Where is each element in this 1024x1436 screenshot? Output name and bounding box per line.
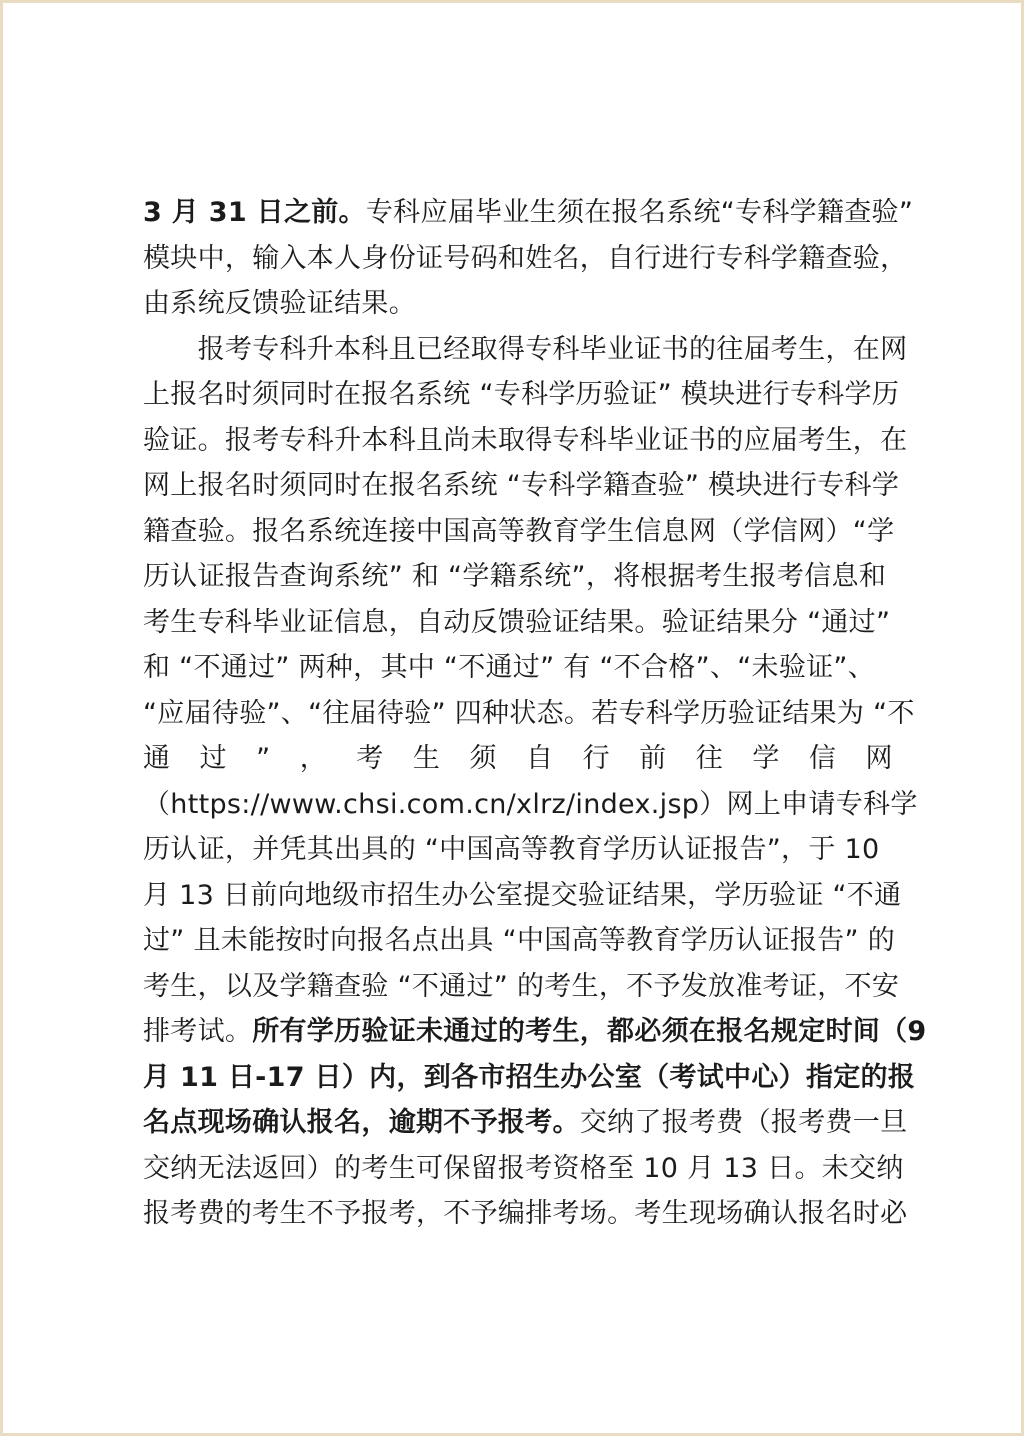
text-line: 考生专科毕业证信息，自动反馈验证结果。验证结果分 “通过” xyxy=(143,606,891,638)
justified-char: 往 xyxy=(695,743,724,774)
text-line: 验证。报考专科升本科且尚未取得专科毕业证书的应届考生，在 xyxy=(143,424,908,456)
url-text-line: （https://www.chsi.com.cn/xlrz/index.jsp）网上申请专科学 xyxy=(143,788,918,820)
bold-notice-line: 月 11 日-17 日）内，到各市招生办公室（考试中心）指定的报 xyxy=(143,1061,916,1093)
justified-char: 学 xyxy=(752,743,780,774)
text-line: 交纳无法返回）的考生可保留报考资格至 10 月 13 日。未交纳 xyxy=(143,1152,904,1184)
text-line xyxy=(143,190,914,236)
justified-char: ” xyxy=(256,743,271,774)
justified-char: 过 xyxy=(199,743,227,774)
text-line: 籍查验。报名系统连接中国高等教育学生信息网（学信网）“学 xyxy=(143,515,895,547)
text-line xyxy=(143,1009,927,1055)
text-line: 由系统反馈验证结果。 xyxy=(143,288,416,319)
text-line: “应届待验”、“往届待验” 四种状态。若专科学历验证结果为 “不 xyxy=(143,697,915,729)
justified-char: 考 xyxy=(356,743,384,774)
text-line: 历认证报告查询系统” 和 “学籍系统”，将根据考生报考信息和 xyxy=(143,561,887,592)
text-line: 过” 且未能按时向报名点出具 “中国高等教育学历认证报告” 的 xyxy=(143,925,896,956)
text-line: 模块中，输入本人身份证号码和姓名，自行进行专科学籍查验， xyxy=(143,242,908,274)
justified-text-line xyxy=(143,736,893,782)
justified-char: 通 xyxy=(143,743,171,774)
justified-char: 自 xyxy=(526,743,554,774)
text-span: 专科应届毕业生须在报名系统“专科学籍查验” xyxy=(365,197,914,228)
text-line xyxy=(143,1100,908,1146)
justified-char: ， xyxy=(299,743,328,774)
document-body xyxy=(143,190,927,1237)
justified-char: 须 xyxy=(469,743,497,774)
text-span: 交纳了报考费（报考费一旦 xyxy=(579,1107,908,1138)
justified-char: 生 xyxy=(412,743,441,774)
bold-notice-text: 名点现场确认报名，逾期不予报考。 xyxy=(143,1107,580,1138)
text-line: 月 13 日前向地级市招生办公室提交验证结果，学历验证 “不通 xyxy=(143,879,902,911)
justified-char: 信 xyxy=(808,743,837,774)
text-span: 排考试。 xyxy=(143,1016,253,1047)
paragraph-start-line: 报考专科升本科且已经取得专科毕业证书的往届考生，在网 xyxy=(143,333,908,365)
text-line: 和 “不通过” 两种，其中 “不通过” 有 “不合格”、“未验证”、 xyxy=(143,652,876,683)
bold-date-text: 3 月 31 日之前。 xyxy=(143,197,366,228)
justified-char: 行 xyxy=(582,743,610,774)
text-line: 网上报名时须同时在报名系统 “专科学籍查验” 模块进行专科学 xyxy=(143,470,900,501)
justified-char: 前 xyxy=(639,743,667,774)
bold-notice-text: 所有学历验证未通过的考生，都必须在报名规定时间（9 xyxy=(252,1016,927,1047)
text-line: 历认证，并凭其出具的 “中国高等教育学历认证报告”，于 10 xyxy=(143,834,880,865)
justified-char: 网 xyxy=(865,743,893,774)
text-line: 报考费的考生不予报考，不予编排考场。考生现场确认报名时必 xyxy=(143,1198,908,1229)
text-line: 考生，以及学籍查验 “不通过” 的考生，不予发放准考证，不安 xyxy=(143,970,900,1002)
text-line: 上报名时须同时在报名系统 “专科学历验证” 模块进行专科学历 xyxy=(143,379,900,410)
